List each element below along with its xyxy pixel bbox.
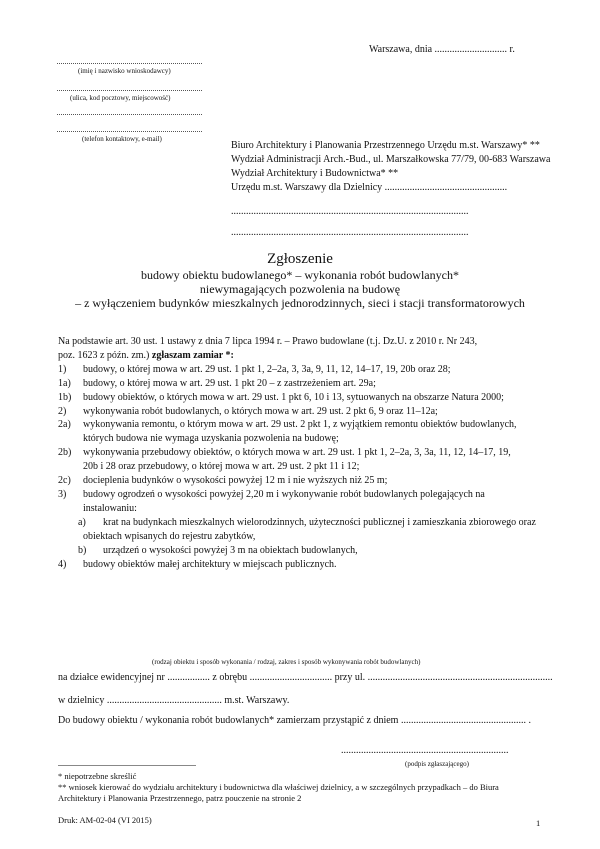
list-item-number: 2) xyxy=(58,405,67,417)
list-item xyxy=(58,377,548,391)
start-date-line[interactable]: Do budowy obiektu / wykonania robót budowlanych* zamierzam przystąpić z dniem .................................................. . xyxy=(58,715,531,726)
page-number: 1 xyxy=(536,818,541,828)
form-title: Zgłoszenie xyxy=(267,251,333,267)
applicant-address-field[interactable] xyxy=(57,90,202,91)
list-item-number: a) xyxy=(78,516,86,528)
list-item-number: 2b) xyxy=(58,447,72,459)
print-code: Druk: AM-02-04 (VI 2015) xyxy=(58,815,152,825)
addressee-line-4[interactable]: Urzędu m.st. Warszawy dla Dzielnicy ................................................. xyxy=(231,182,508,193)
addressee-line-2: Wydział Administracji Arch.-Bud., ul. Marszałkowska 77/79, 00-683 Warszawa xyxy=(231,154,551,165)
list-item-text: budowy obiektów, o których mowa w art. 29 ust. 1 pkt 6, 10 i 13, sytuowanych na obszarze Natura 2000; xyxy=(83,391,504,403)
list-item xyxy=(58,558,548,572)
list-item-text: budowy ogrodzeń o wysokości powyżej 2,20 m i wykonywanie robót budowlanych polegających na xyxy=(83,488,485,500)
list-item-number: 4) xyxy=(58,558,67,570)
form-subtitle-2: niewymagających pozwolenia na budowę xyxy=(199,282,401,296)
list-item xyxy=(58,391,548,405)
applicant-address-field-2[interactable] xyxy=(57,114,202,115)
list-item-number: 1b) xyxy=(58,391,72,403)
list-item xyxy=(58,418,548,432)
intro-declaration: zgłaszam zamiar *: xyxy=(151,349,234,361)
form-subtitle-1: budowy obiektu budowlanego* – wykonania robót budowlanych* xyxy=(141,268,459,282)
addressee-line-5[interactable]: ............................................................................................... xyxy=(231,206,469,217)
addressee-line-3: Wydział Architektury i Budownictwa* ** xyxy=(231,168,399,179)
applicant-name-field[interactable] xyxy=(57,63,202,64)
list-item-continuation: obiektach wpisanych do rejestru zabytków, xyxy=(83,530,256,542)
district-line[interactable]: w dzielnicy .............................................. m.st. Warszawy. xyxy=(58,695,290,706)
list-item xyxy=(58,544,548,558)
list-item-text: budowy obiektów małej architektury w miejscach publicznych. xyxy=(83,558,337,570)
list-item-number: 2a) xyxy=(58,419,71,431)
footnote-2-line-1: ** wniosek kierować do wydziału architektury i budownictwa dla właściwej dzielnicy, a w szczególnych przypadkach – do Biura xyxy=(58,782,499,792)
intro-line-2: poz. 1623 z późn. zm.) zgłaszam zamiar *: xyxy=(58,349,234,361)
list-item xyxy=(58,488,548,502)
city-date: Warszawa, dnia ............................. r. xyxy=(369,44,515,55)
list-item-text: budowy, o której mowa w art. 29 ust. 1 pkt 20 – z zastrzeżeniem art. 29a; xyxy=(83,377,376,389)
list-item-number: 1) xyxy=(58,363,67,375)
list-item xyxy=(58,405,548,419)
list-item-number: b) xyxy=(78,544,87,556)
list-item-continuation: których budowa nie wymaga uzyskania pozwolenia na budowę; xyxy=(83,433,339,445)
list-item-number: 2c) xyxy=(58,475,71,487)
list-item-text: krat na budynkach mieszkalnych wielorodzinnych, użyteczności publicznej i zamieszkania zbiorowego oraz xyxy=(103,516,536,528)
applicant-name-label: (imię i nazwisko wnioskodawcy) xyxy=(78,67,171,75)
signature-field[interactable]: ................................................................... xyxy=(341,745,509,756)
applicant-contact-field[interactable] xyxy=(57,131,202,132)
applicant-address-label: (ulica, kod pocztowy, miejscowość) xyxy=(70,94,171,102)
list-item-text: wykonywania przebudowy obiektów, o których mowa w art. 29 ust. 1 pkt 1, 2–2a, 3, 3a, 11, 12, 14–17, 19, xyxy=(83,447,511,459)
addressee-line-1: Biuro Architektury i Planowania Przestrzennego Urzędu m.st. Warszawy* ** xyxy=(231,140,540,151)
addressee-line-6[interactable]: ............................................................................................... xyxy=(231,227,469,238)
intro-line-1: Na podstawie art. 30 ust. 1 ustawy z dnia 7 lipca 1994 r. – Prawo budowlane (t.j. Dz.U. z 2010 r. Nr 243, xyxy=(58,336,478,347)
footnote-2-line-2: Architektury i Planowania Przestrzennego, patrz pouczenie na stronie 2 xyxy=(58,793,302,803)
items-list xyxy=(58,363,548,572)
list-item xyxy=(58,363,548,377)
list-item-text: docieplenia budynków o wysokości powyżej 12 m i nie wyższych niż 25 m; xyxy=(83,475,388,487)
list-item-text: wykonywania robót budowlanych, o których mowa w art. 29 ust. 2 pkt 6, 9 oraz 11–12a; xyxy=(83,405,438,417)
list-item-number: 1a) xyxy=(58,377,71,389)
signature-label: (podpis zgłaszającego) xyxy=(405,760,469,768)
list-item-text: budowy, o której mowa w art. 29 ust. 1 pkt 1, 2–2a, 3, 3a, 9, 11, 12, 14–17, 19, 20b oraz 28; xyxy=(83,363,451,375)
footnote-divider xyxy=(58,765,196,766)
applicant-contact-label: (telefon kontaktowy, e-mail) xyxy=(82,135,162,143)
list-item-text: urządzeń o wysokości powyżej 3 m na obiektach budowlanych, xyxy=(103,544,358,556)
list-item-text: wykonywania remontu, o którym mowa w art. 29 ust. 2 pkt 1, z wyjątkiem remontu obiektów budowlanych, xyxy=(83,419,517,431)
list-item-number: 3) xyxy=(58,488,67,500)
list-item xyxy=(58,516,548,530)
notification-list xyxy=(58,335,548,571)
list-item-continuation: instalowaniu: xyxy=(83,502,137,514)
list-item-continuation: 20b i 28 oraz przebudowy, o której mowa w art. 29 ust. 2 pkt 11 i 12; xyxy=(83,461,360,473)
plot-line[interactable]: na działce ewidencyjnej nr ................. z obrębu ................................. przy ul. .......................................................................... xyxy=(58,672,553,683)
list-item xyxy=(58,474,548,488)
form-subtitle-3: – z wyłączeniem budynków mieszkalnych jednorodzinnych, sieci i stacji transformatorowych xyxy=(75,296,525,310)
footnote-1: * niepotrzebne skreślić xyxy=(58,771,137,781)
list-item xyxy=(58,446,548,460)
kind-label: (rodzaj obiektu i sposób wykonania / rodzaj, zakres i sposób wykonywania robót budowlanych) xyxy=(152,658,421,666)
